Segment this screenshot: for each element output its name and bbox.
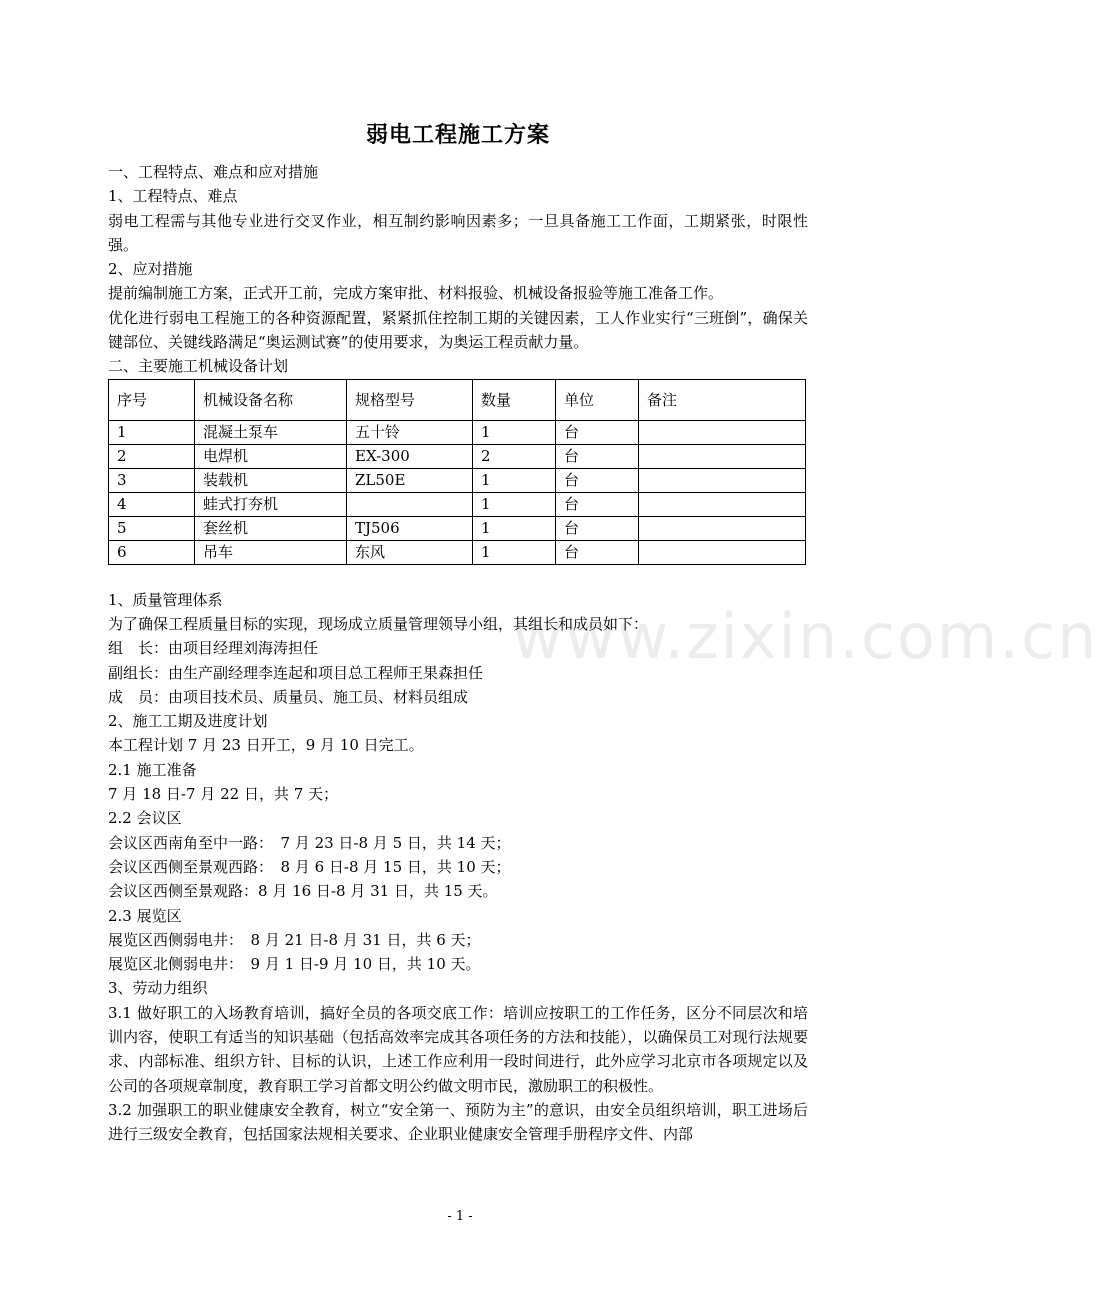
table-cell: 台 (556, 444, 639, 468)
table-header-cell: 序号 (109, 379, 195, 420)
table-cell: 台 (556, 516, 639, 540)
meeting-line: 会议区西侧至景观路：8 月 16 日-8 月 31 日，共 15 天。 (108, 882, 498, 901)
meeting-heading: 2.2 会议区 (108, 809, 182, 828)
table-cell: 吊车 (195, 540, 347, 564)
schedule-heading: 2、施工工期及进度计划 (108, 712, 268, 731)
subsection-heading-measures: 2、应对措施 (108, 260, 193, 279)
table-cell (639, 420, 806, 444)
table-cell (639, 540, 806, 564)
table-cell (347, 492, 473, 516)
table-row (109, 540, 806, 564)
meeting-line: 会议区西南角至中一路： 7 月 23 日-8 月 5 日，共 14 天； (108, 833, 511, 852)
labor-paragraph-2: 3.2 加强职工的职业健康安全教育，树立“安全第一、预防为主”的意识，由安全员组织培训，职工进场后进行三级安全教育，包括国家法规相关要求、企业职业健康安全管理手册程序文件、内部 (108, 1100, 808, 1144)
table-cell: 混凝土泵车 (195, 420, 347, 444)
table-row (109, 516, 806, 540)
table-cell (639, 468, 806, 492)
table-cell: 3 (109, 468, 195, 492)
table-cell: EX-300 (347, 444, 473, 468)
table-cell: 2 (109, 444, 195, 468)
table-row (109, 468, 806, 492)
section-heading-1: 一、工程特点、难点和应对措施 (108, 163, 319, 181)
document-title: 弱电工程施工方案 (365, 122, 550, 148)
features-paragraph: 弱电工程需与其他专业进行交叉作业，相互制约影响因素多；一旦具备施工工作面，工期紧张，时限性强。 (108, 211, 808, 254)
table-cell: 1 (109, 420, 195, 444)
table-cell: TJ506 (347, 516, 473, 540)
table-cell: 套丝机 (195, 516, 347, 540)
table-cell: 台 (556, 540, 639, 564)
table-row (109, 420, 806, 444)
quality-members: 成 员：由项目技术员、质量员、施工员、材料员组成 (108, 687, 469, 706)
table-header-cell: 数量 (473, 379, 556, 420)
table-cell: 五十铃 (347, 420, 473, 444)
labor-paragraph-1: 3.1 做好职工的入场教育培训，搞好全员的各项交底工作：培训应按职工的工作任务，区分不同层次和培训内容，使职工有适当的知识基础（包括高效率完成其各项任务的方法和技能），以确保员工对现行法规要求、内部标准、组织方针、目标的认识，上述工作应利用一段时间进行，此外应学习北京市各项规定以及公司的各项规章制度，教育职工学习首都文明公约做文明市民，激励职工的积极性。 (108, 1003, 808, 1095)
table-cell: 装载机 (195, 468, 347, 492)
table-header-cell: 机械设备名称 (195, 379, 347, 420)
document-body (108, 118, 808, 1147)
quality-intro: 为了确保工程质量目标的实现，现场成立质量管理领导小组，其组长和成员如下： (108, 614, 649, 633)
schedule-overall: 本工程计划 7 月 23 日开工，9 月 10 日完工。 (108, 736, 424, 755)
table-header-row (109, 379, 806, 420)
prep-heading: 2.1 施工准备 (108, 760, 197, 779)
quality-leader: 组 长：由项目经理刘海涛担任 (108, 639, 319, 658)
table-cell (639, 492, 806, 516)
table-header-cell: 备注 (639, 379, 806, 420)
meeting-line: 会议区西侧至景观西路： 8 月 6 日-8 月 15 日，共 10 天； (108, 857, 511, 876)
subsection-heading-features: 1、工程特点、难点 (108, 187, 238, 206)
table-row (109, 444, 806, 468)
labor-heading: 3、劳动力组织 (108, 979, 208, 998)
exhibit-line: 展览区西侧弱电井： 8 月 21 日-8 月 31 日，共 6 天； (108, 930, 481, 949)
table-cell: 台 (556, 420, 639, 444)
table-header-cell: 规格型号 (347, 379, 473, 420)
table-cell: ZL50E (347, 468, 473, 492)
table-cell: 1 (473, 516, 556, 540)
table-cell: 东风 (347, 540, 473, 564)
table-cell: 电焊机 (195, 444, 347, 468)
measures-paragraph-1: 提前编制施工方案，正式开工前，完成方案审批、材料报验、机械设备报验等施工准备工作。 (108, 284, 724, 303)
table-cell: 1 (473, 420, 556, 444)
table-cell: 1 (473, 540, 556, 564)
exhibit-heading: 2.3 展览区 (108, 906, 182, 925)
table-spacer (108, 565, 808, 588)
equipment-table (108, 379, 806, 565)
table-cell: 1 (473, 492, 556, 516)
table-cell: 4 (109, 492, 195, 516)
table-cell: 台 (556, 492, 639, 516)
table-cell (639, 444, 806, 468)
table-cell: 蛙式打夯机 (195, 492, 347, 516)
quality-heading: 1、质量管理体系 (108, 590, 223, 609)
measures-paragraph-2: 优化进行弱电工程施工的各种资源配置，紧紧抓住控制工期的关键因素，工人作业实行“三班倒”，确保关键部位、关键线路满足“奥运测试赛”的使用要求，为奥运工程贡献力量。 (108, 308, 808, 352)
table-header-cell: 单位 (556, 379, 639, 420)
prep-text: 7 月 18 日-7 月 22 日，共 7 天； (108, 785, 339, 804)
table-cell: 1 (473, 468, 556, 492)
table-cell: 5 (109, 516, 195, 540)
table-cell: 6 (109, 540, 195, 564)
table-cell (639, 516, 806, 540)
section-heading-2: 二、主要施工机械设备计划 (108, 357, 289, 376)
quality-deputy: 副组长：由生产副经理李连起和项目总工程师王果森担任 (108, 663, 484, 682)
table-row (109, 492, 806, 516)
exhibit-line: 展览区北侧弱电井： 9 月 1 日-9 月 10 日，共 10 天。 (108, 955, 481, 974)
watermark-text: www.zixin.com.cn (512, 600, 1098, 673)
page-number: - 1 - (447, 1209, 473, 1224)
table-cell: 台 (556, 468, 639, 492)
table-cell: 2 (473, 444, 556, 468)
